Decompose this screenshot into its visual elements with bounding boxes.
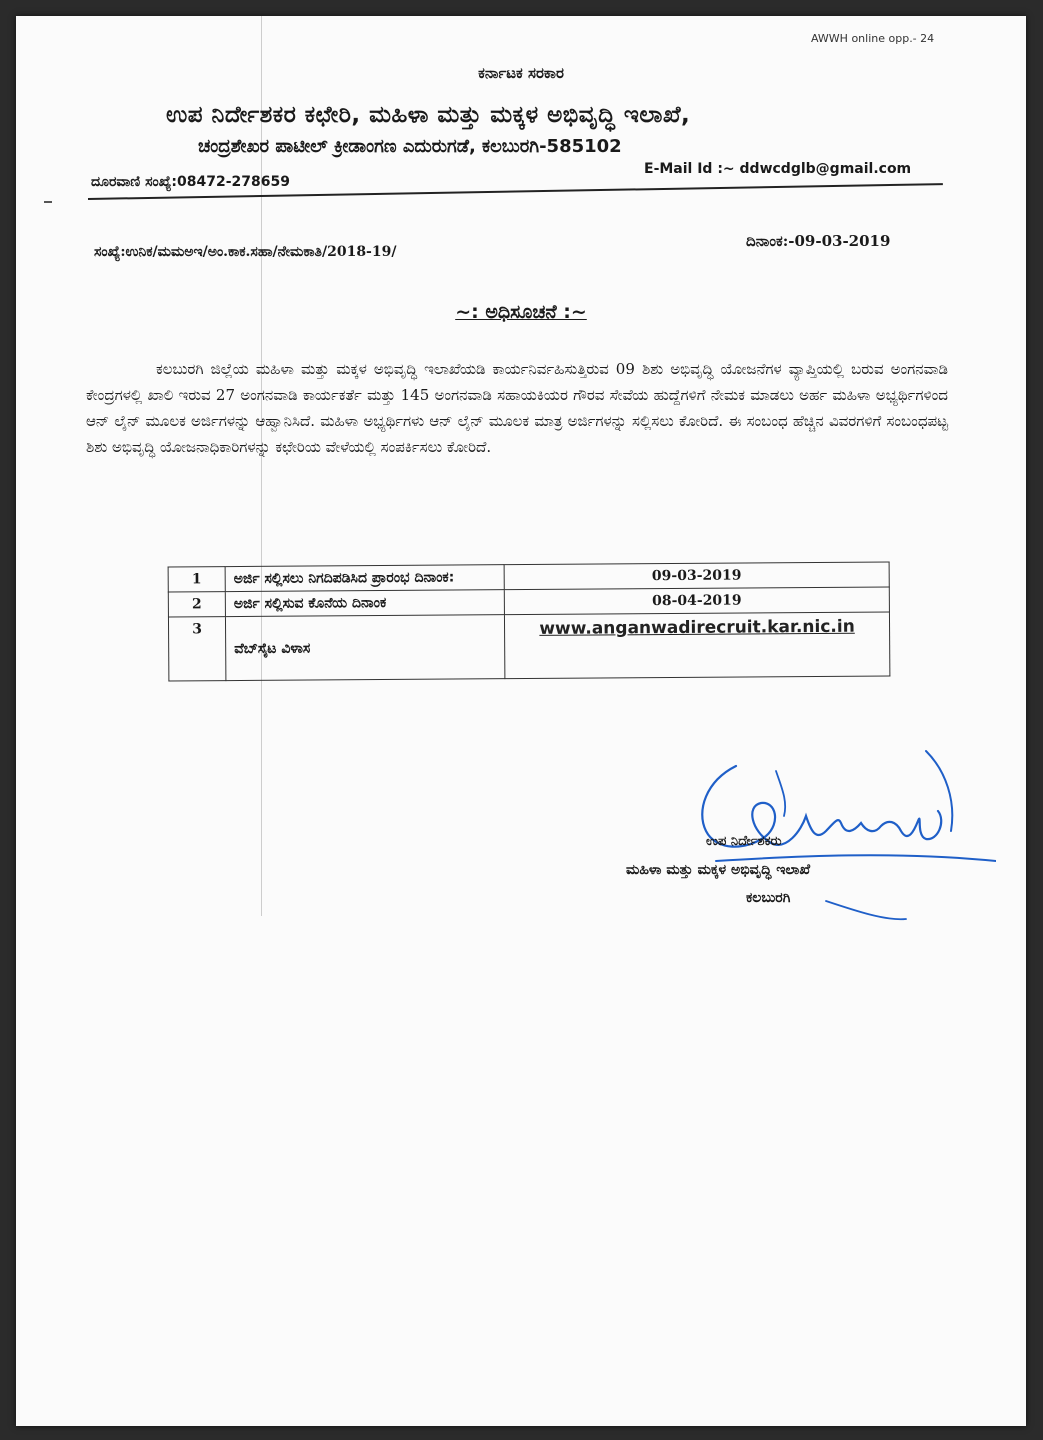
scan-mark bbox=[44, 201, 52, 203]
row-label: ಅರ್ಜಿ ಸಲ್ಲಿಸಲು ನಿಗದಿಪಡಿಸಿದ ಪ್ರಾರಂಭ ದಿನಾಂಕ: bbox=[225, 565, 504, 592]
signatory-department: ಮಹಿಳಾ ಮತ್ತು ಮಕ್ಕಳ ಅಭಿವೃದ್ಧಿ ಇಲಾಖೆ bbox=[626, 862, 811, 878]
email-address: E-Mail Id :~ ddwcdglb@gmail.com bbox=[644, 161, 912, 177]
website-link[interactable]: www.anganwadirecruit.kar.nic.in bbox=[504, 612, 889, 679]
signature-stroke bbox=[826, 901, 906, 919]
row-value: 08-04-2019 bbox=[504, 587, 889, 615]
header-note: AWWH online opp.- 24 bbox=[811, 32, 935, 45]
signatory-role: ಉಪ ನಿರ್ದೇಶಕರು bbox=[706, 834, 782, 849]
document-page bbox=[16, 16, 1026, 1426]
row-number: 3 bbox=[168, 617, 225, 681]
signature-stroke bbox=[926, 751, 952, 831]
table-row bbox=[168, 612, 889, 681]
notice-body: ಕಲಬುರಗಿ ಜಿಲ್ಲೆಯ ಮಹಿಳಾ ಮತ್ತು ಮಕ್ಕಳ ಅಭಿವೃದ್ಧಿ ಇಲಾಖೆಯಡಿ ಕಾರ್ಯನಿರ್ವಹಿಸುತ್ತಿರುವ 09 ಶಿಶು ಅಭಿವೃದ್ಧಿ ಯೋಜನೆಗಳ ವ್ಯಾಪ್ತಿಯಲ್ಲಿ ಬರುವ ಅಂಗನವಾಡಿ ಕೇಂದ್ರಗಳಲ್ಲಿ ಖಾಲಿ ಇರುವ 27 ಅಂಗನವಾಡಿ ಕಾರ್ಯಕರ್ತೆ ಮತ್ತು 145 ಅಂಗನವಾಡಿ ಸಹಾಯಕಿಯರ ಗೌರವ ಸೇವೆಯ ಹುದ್ದೆಗಳಿಗೆ ನೇಮಕ ಮಾಡಲು ಅರ್ಹ ಮಹಿಳಾ ಅಭ್ಯರ್ಥಿಗಳಿಂದ ಆನ್ ಲೈನ್ ಮೂಲಕ ಅರ್ಜಿಗಳನ್ನು ಆಹ್ವಾನಿಸಿದೆ. ಮಹಿಳಾ ಅಭ್ಯರ್ಥಿಗಳು ಆನ್ ಲೈನ್ ಮೂಲಕ ಮಾತ್ರ ಅರ್ಜಿಗಳನ್ನು ಸಲ್ಲಿಸಲು ಕೋರಿದೆ. ಈ ಸಂಬಂಧ ಹೆಚ್ಚಿನ ವಿವರಗಳಿಗೆ ಸಂಬಂಧಪಟ್ಟ ಶಿಶು ಅಭಿವೃದ್ಧಿ ಯೋಜನಾಧಿಕಾರಿಗಳನ್ನು ಕಛೇರಿಯ ವೇಳೆಯಲ್ಲಿ ಸಂಪರ್ಕಿಸಲು ಕೋರಿದೆ. bbox=[86, 360, 948, 456]
row-value: 09-03-2019 bbox=[504, 562, 889, 590]
row-number: 2 bbox=[168, 592, 225, 617]
phone-number: ದೂರವಾಣಿ ಸಂಖ್ಯೆ:08472-278659 bbox=[91, 174, 290, 190]
notice-date: ದಿನಾಂಕ:-09-03-2019 bbox=[746, 232, 891, 250]
office-name: ಉಪ ನಿರ್ದೇಶಕರ ಕಛೇರಿ, ಮಹಿಳಾ ಮತ್ತು ಮಕ್ಕಳ ಅಭಿವೃದ್ಧಿ ಇಲಾಖೆ, bbox=[166, 102, 691, 128]
handwritten-signature bbox=[676, 731, 996, 931]
signature-stroke bbox=[716, 855, 996, 861]
row-number: 1 bbox=[168, 567, 225, 592]
notice-title: ~: ಅಧಿಸೂಚನೆ :~ bbox=[455, 301, 587, 323]
details-table bbox=[168, 561, 891, 681]
row-label: ವೆಬ್‌ಸೈಟ ವಿಳಾಸ bbox=[225, 615, 504, 681]
signature-stroke bbox=[776, 771, 785, 816]
state-name: ಕರ್ನಾಟಕ ಸರಕಾರ bbox=[478, 64, 564, 82]
office-address: ಚಂದ್ರಶೇಖರ ಪಾಟೀಲ್ ಕ್ರೀಡಾಂಗಣ ಎದುರುಗಡೆ, ಕಲಬುರಗಿ-585102 bbox=[198, 136, 622, 157]
reference-number: ಸಂಖ್ಯೆ:ಉನಿಕ/ಮಮಅಇ/ಅಂ.ಕಾಕ.ಸಹಾ/ನೇಮಕಾತಿ/2018-19/ bbox=[94, 244, 397, 260]
signatory-place: ಕಲಬುರಗಿ bbox=[746, 890, 791, 906]
row-label: ಅರ್ಜಿ ಸಲ್ಲಿಸುವ ಕೊನೆಯ ದಿನಾಂಕ bbox=[225, 590, 504, 617]
